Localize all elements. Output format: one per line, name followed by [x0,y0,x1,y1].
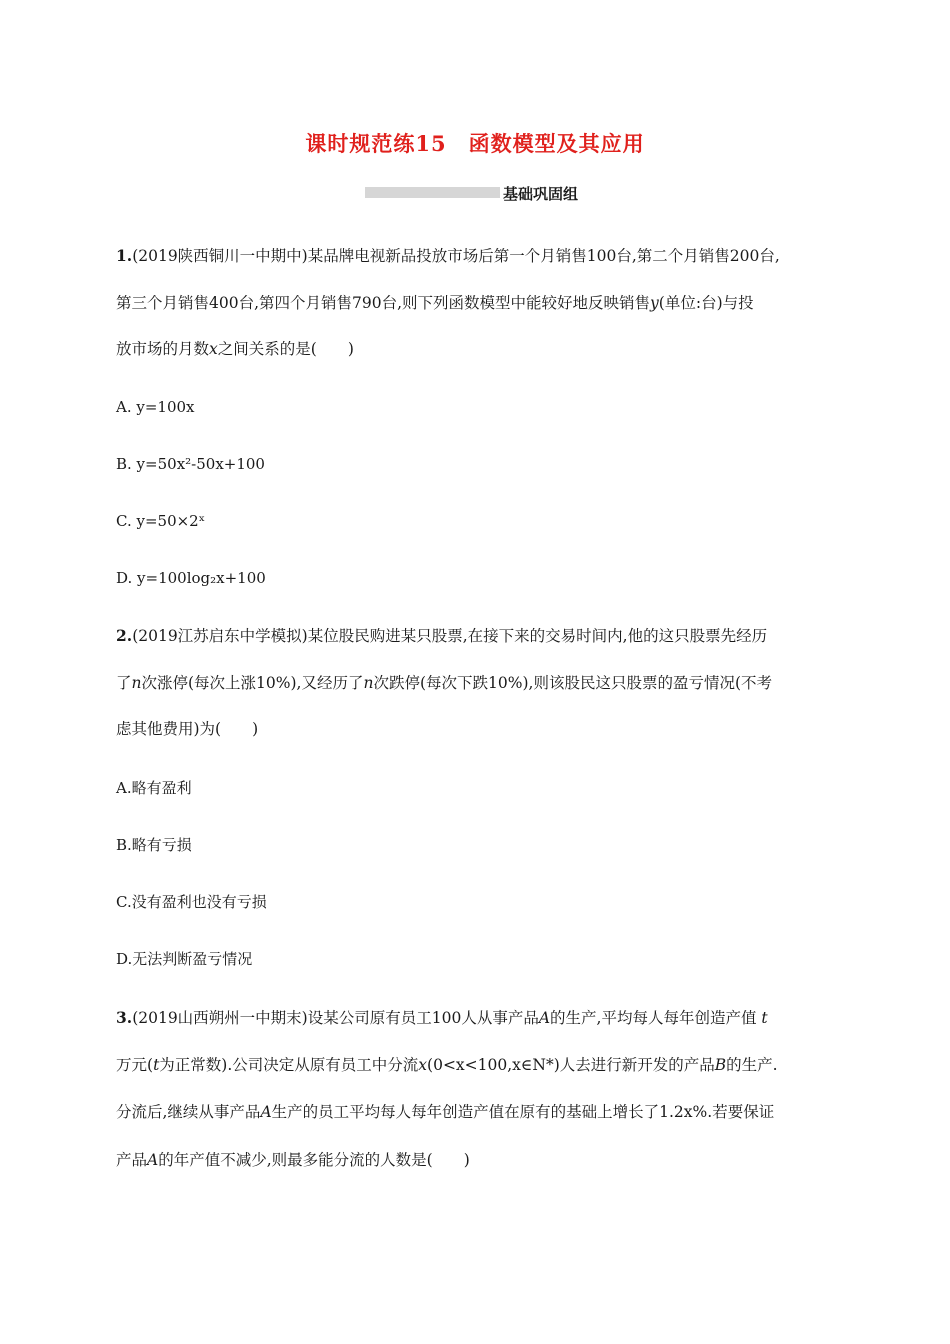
question-1-option-a: A. y=100x [116,398,195,416]
question-2-option-c: C.没有盈利也没有亏损 [116,893,267,911]
section-heading: 基础巩固组 [503,185,579,203]
question-number: 3. [116,1008,133,1027]
question-1-line-1: 1.(2019陕西铜川一中期中)某品牌电视新品投放市场后第一个月销售100台,第二个月销售200台, [116,246,780,265]
question-1-line-3: 放市场的月数x之间关系的是( ) [116,340,354,358]
question-number: 1. [116,246,133,265]
question-3-line-3: 分流后,继续从事产品A生产的员工平均每人每年创造产值在原有的基础上增长了1.2x%.若要保证 [116,1103,775,1121]
question-3-line-1: 3.(2019山西朔州一中期末)设某公司原有员工100人从事产品A的生产,平均每人每年创造产值 t [116,1008,768,1027]
question-3-line-2: 万元(t为正常数).公司决定从原有员工中分流x(0<x<100,x∈N*)人去进行新开发的产品B的生产. [116,1056,778,1074]
question-1-line-2: 第三个月销售400台,第四个月销售790台,则下列函数模型中能较好地反映销售y(单位:台)与投 [116,294,754,312]
question-1-option-b: B. y=50x²-50x+100 [116,455,265,473]
section-divider-bar [365,187,500,198]
page-title: 课时规范练15 函数模型及其应用 [305,131,645,156]
question-1-option-c: C. y=50×2ˣ [116,512,206,530]
question-2-line-1: 2.(2019江苏启东中学模拟)某位股民购进某只股票,在接下来的交易时间内,他的这只股票先经历 [116,626,768,645]
question-1-option-d: D. y=100log₂x+100 [116,569,266,587]
question-2-option-d: D.无法判断盈亏情况 [116,950,253,968]
question-3-line-4: 产品A的年产值不减少,则最多能分流的人数是( ) [116,1151,470,1169]
question-2-line-2: 了n次涨停(每次上涨10%),又经历了n次跌停(每次下跌10%),则该股民这只股票的盈亏情况(不考 [116,674,772,692]
question-2-line-3: 虑其他费用)为( ) [116,720,259,738]
question-2-option-b: B.略有亏损 [116,836,192,854]
question-2-option-a: A.略有盈利 [116,779,192,797]
question-number: 2. [116,626,133,645]
